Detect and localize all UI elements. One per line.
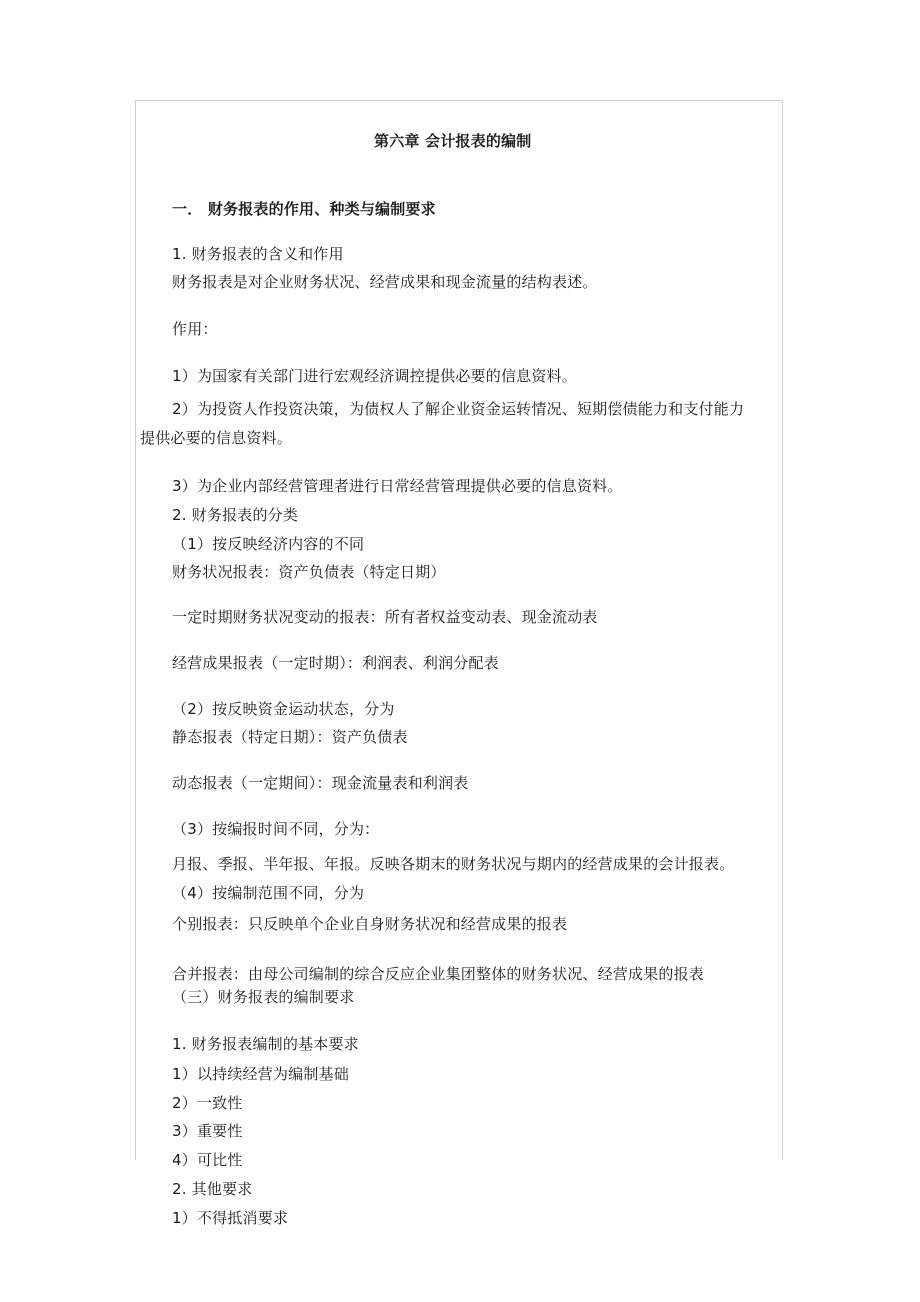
heading-classification: 2. 财务报表的分类 (172, 506, 299, 524)
list-item: 1）以持续经营为编制基础 (172, 1065, 349, 1083)
list-item: 3）重要性 (172, 1122, 243, 1140)
list-item: 3）为企业内部经营管理者进行日常经营管理提供必要的信息资料。 (172, 477, 623, 495)
subheading: （1）按反映经济内容的不同 (172, 535, 365, 553)
list-item: 经营成果报表（一定时期）：利润表、利润分配表 (172, 654, 499, 672)
list-item: 月报、季报、半年报、年报。反映各期末的财务状况与期内的经营成果的会计报表。 (172, 855, 735, 873)
list-item: 1）为国家有关部门进行宏观经济调控提供必要的信息资料。 (172, 367, 577, 385)
list-item: 个别报表：只反映单个企业自身财务状况和经营成果的报表 (172, 915, 568, 933)
section-heading: 一． 财务报表的作用、种类与编制要求 (172, 200, 436, 218)
list-item: 2）一致性 (172, 1094, 243, 1112)
list-item: 动态报表（一定期间）：现金流量表和利润表 (172, 774, 469, 792)
subheading: （3）按编报时间不同，分为： (172, 820, 380, 838)
list-item-continuation: 提供必要的信息资料。 (140, 429, 293, 447)
subheading: （2）按反映资金运动状态，分为 (172, 700, 395, 718)
subheading: （三）财务报表的编制要求 (172, 988, 355, 1006)
list-item: 一定时期财务状况变动的报表：所有者权益变动表、现金流动表 (172, 608, 598, 626)
subheading: （4）按编制范围不同，分为 (172, 884, 365, 902)
list-item: 合并报表：由母公司编制的综合反应企业集团整体的财务状况、经营成果的报表 (172, 965, 705, 983)
list-item: 2）为投资人作投资决策，为债权人了解企业资金运转情况、短期偿债能力和支付能力 (172, 400, 745, 418)
list-item: 财务状况报表：资产负债表（特定日期） (172, 563, 446, 581)
heading-requirements: 1. 财务报表编制的基本要求 (172, 1035, 359, 1053)
heading-meaning: 1. 财务报表的含义和作用 (172, 245, 344, 263)
paragraph-definition: 财务报表是对企业财务状况、经营成果和现金流量的结构表述。 (172, 273, 598, 291)
label-function: 作用： (172, 320, 218, 338)
heading-other: 2. 其他要求 (172, 1180, 253, 1198)
chapter-title: 第六章 会计报表的编制 (374, 132, 532, 150)
list-item: 4）可比性 (172, 1151, 243, 1169)
list-item: 静态报表（特定日期）：资产负债表 (172, 728, 408, 746)
list-item: 1）不得抵消要求 (172, 1209, 289, 1227)
